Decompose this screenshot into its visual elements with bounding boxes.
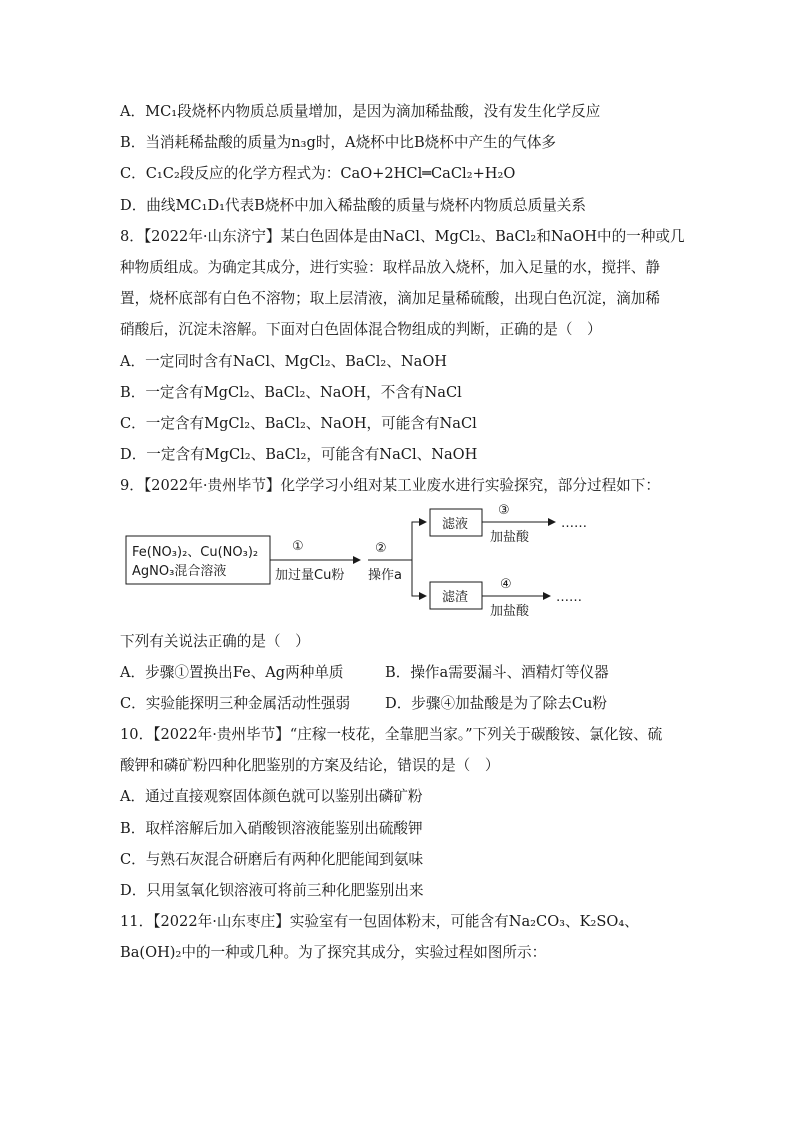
q8-option-a: A．一定同时含有NaCl、MgCl₂、BaCl₂、NaOH	[120, 353, 448, 370]
q8-stem-line2: 种物质组成。为确定其成分，进行实验：取样品放入烧杯，加入足量的水，搅拌、静	[120, 259, 660, 276]
q7-option-a: A．MC₁段烧杯内物质总质量增加，是因为滴加稀盐酸，没有发生化学反应	[120, 103, 601, 120]
q9-option-a: A．步骤①置换出Fe、Ag两种单质	[120, 664, 344, 681]
q10-option-a: A．通过直接观察固体颜色就可以鉴别出磷矿粉	[120, 788, 423, 805]
step4-label: 加盐酸	[490, 604, 530, 619]
q8-stem-line1: 8．【2022年·山东济宁】某白色固体是由NaCl、MgCl₂、BaCl₂和NaOH中的一种或几	[120, 228, 685, 245]
step1-label: 加过量Cu粉	[275, 568, 345, 583]
q11-stem-line2: Ba(OH)₂中的一种或几种。为了探究其成分，实验过程如图所示：	[120, 944, 547, 961]
step4-ellipsis: ……	[556, 590, 582, 605]
q10-stem-line2: 酸钾和磷矿粉四种化肥鉴别的方案及结论，错误的是（ ）	[120, 757, 500, 774]
start-solution-line1: Fe(NO₃)₂、Cu(NO₃)₂	[132, 545, 259, 560]
q11-stem-line1: 11．【2022年·山东枣庄】实验室有一包固体粉末，可能含有Na₂CO₃、K₂SO₄、	[120, 913, 639, 930]
step3-label: 加盐酸	[490, 530, 530, 545]
branch-down-arrow	[412, 560, 426, 596]
q8-option-b: B．一定含有MgCl₂、BaCl₂、NaOH，不含有NaCl	[120, 384, 462, 401]
q8-option-c: C．一定含有MgCl₂、BaCl₂、NaOH，可能含有NaCl	[120, 415, 477, 432]
q10-option-d: D．只用氢氧化钡溶液可将前三种化肥鉴别出来	[120, 882, 424, 899]
q9-option-b: B．操作a需要漏斗、酒精灯等仪器	[385, 664, 609, 681]
q8-stem-line3: 置，烧杯底部有白色不溶物；取上层清液，滴加足量稀硫酸，出现白色沉淀，滴加稀	[120, 290, 660, 307]
step3-number: ③	[498, 503, 510, 518]
q8-stem-line4: 硝酸后，沉淀未溶解。下面对白色固体混合物组成的判断，正确的是（ ）	[120, 321, 602, 338]
branch-up-arrow	[412, 522, 426, 560]
q10-stem-line1: 10．【2022年·贵州毕节】“庄稼一枝花，全靠肥当家。”下列关于碳酸铵、氯化铵、硫	[120, 726, 663, 743]
residue-label: 滤渣	[442, 590, 469, 605]
q8-option-d: D．一定含有MgCl₂、BaCl₂，可能含有NaCl、NaOH	[120, 446, 478, 463]
q7-option-b: B．当消耗稀盐酸的质量为n₃g时，A烧杯中比B烧杯中产生的气体多	[120, 134, 557, 151]
q9-flow-diagram	[120, 500, 640, 630]
step3-ellipsis: ……	[561, 516, 587, 531]
q7-option-d: D．曲线MC₁D₁代表B烧杯中加入稀盐酸的质量与烧杯内物质总质量关系	[120, 197, 586, 214]
step4-number: ④	[500, 577, 512, 592]
q9-option-c: C．实验能探明三种金属活动性强弱	[120, 695, 351, 712]
start-solution-line2: AgNO₃混合溶液	[132, 564, 227, 579]
q9-option-d: D．步骤④加盐酸是为了除去Cu粉	[385, 695, 607, 712]
q9-prompt: 下列有关说法正确的是（ ）	[120, 633, 310, 650]
step2-label: 操作a	[368, 568, 402, 583]
step1-number: ①	[292, 539, 304, 554]
step2-number: ②	[375, 541, 387, 556]
q10-option-b: B．取样溶解后加入硝酸钡溶液能鉴别出硫酸钾	[120, 820, 423, 837]
filtrate-label: 滤液	[442, 517, 469, 532]
q9-stem: 9．【2022年·贵州毕节】化学学习小组对某工业废水进行实验探究，部分过程如下：	[120, 477, 660, 494]
q10-option-c: C．与熟石灰混合研磨后有两种化肥能闻到氨味	[120, 851, 424, 868]
q7-option-c: C．C₁C₂段反应的化学方程式为：CaO+2HCl═CaCl₂+H₂O	[120, 165, 516, 182]
